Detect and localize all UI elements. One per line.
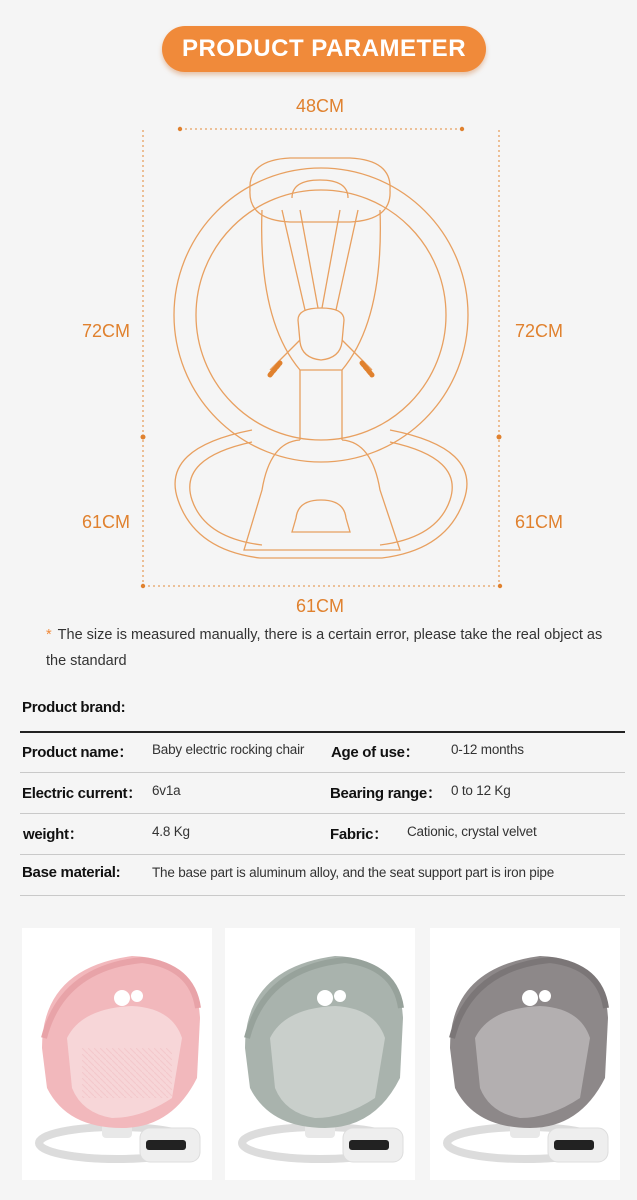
measurement-note-text: The size is measured manually, there is a certain error, please take the real object as the standard — [46, 627, 603, 669]
asterisk-icon: * — [46, 627, 52, 643]
age-label: Age of use： — [331, 744, 420, 761]
dimension-top-width: 48CM — [296, 96, 345, 116]
pink-chair-illustration — [22, 928, 212, 1180]
dimension-bottom-width: 61CM — [296, 596, 345, 616]
spec-row-current — [20, 772, 625, 814]
weight-label: weight： — [23, 826, 84, 843]
name-value: Baby electric rocking chair — [152, 742, 305, 757]
product-photo-green — [225, 928, 415, 1180]
spec-row-weight — [20, 813, 625, 855]
current-label: Electric current： — [22, 785, 142, 802]
chair-outline-drawing — [0, 80, 637, 620]
name-label: Product name： — [22, 744, 134, 761]
dimension-right-upper-height: 72CM — [515, 321, 564, 341]
current-value: 6v1a — [152, 783, 181, 798]
fabric-label: Fabric： — [330, 826, 388, 843]
spec-row-brand — [20, 690, 625, 733]
dimension-right-lower-height: 61CM — [515, 512, 564, 532]
base-value: The base part is aluminum alloy, and the seat support part is iron pipe — [152, 865, 555, 880]
product-photo-grey — [430, 928, 620, 1180]
dimension-left-lower-height: 61CM — [82, 512, 131, 532]
fabric-value: Cationic, crystal velvet — [407, 824, 537, 839]
weight-value: 4.8 Kg — [152, 824, 190, 839]
grey-chair-illustration — [430, 928, 620, 1180]
base-label: Base material: — [22, 864, 121, 881]
brand-label: Product brand: — [22, 699, 126, 716]
product-photo-pink — [22, 928, 212, 1180]
spec-row-name — [20, 731, 625, 773]
measurement-note — [46, 622, 616, 674]
page-title: PRODUCT PARAMETER — [162, 26, 486, 72]
dimension-left-upper-height: 72CM — [82, 321, 131, 341]
spec-row-base — [20, 854, 625, 896]
age-value: 0-12 months — [451, 742, 524, 757]
green-chair-illustration — [225, 928, 415, 1180]
bearing-value: 0 to 12 Kg — [451, 783, 511, 798]
dimension-diagram — [0, 80, 637, 620]
bearing-label: Bearing range： — [330, 785, 442, 802]
